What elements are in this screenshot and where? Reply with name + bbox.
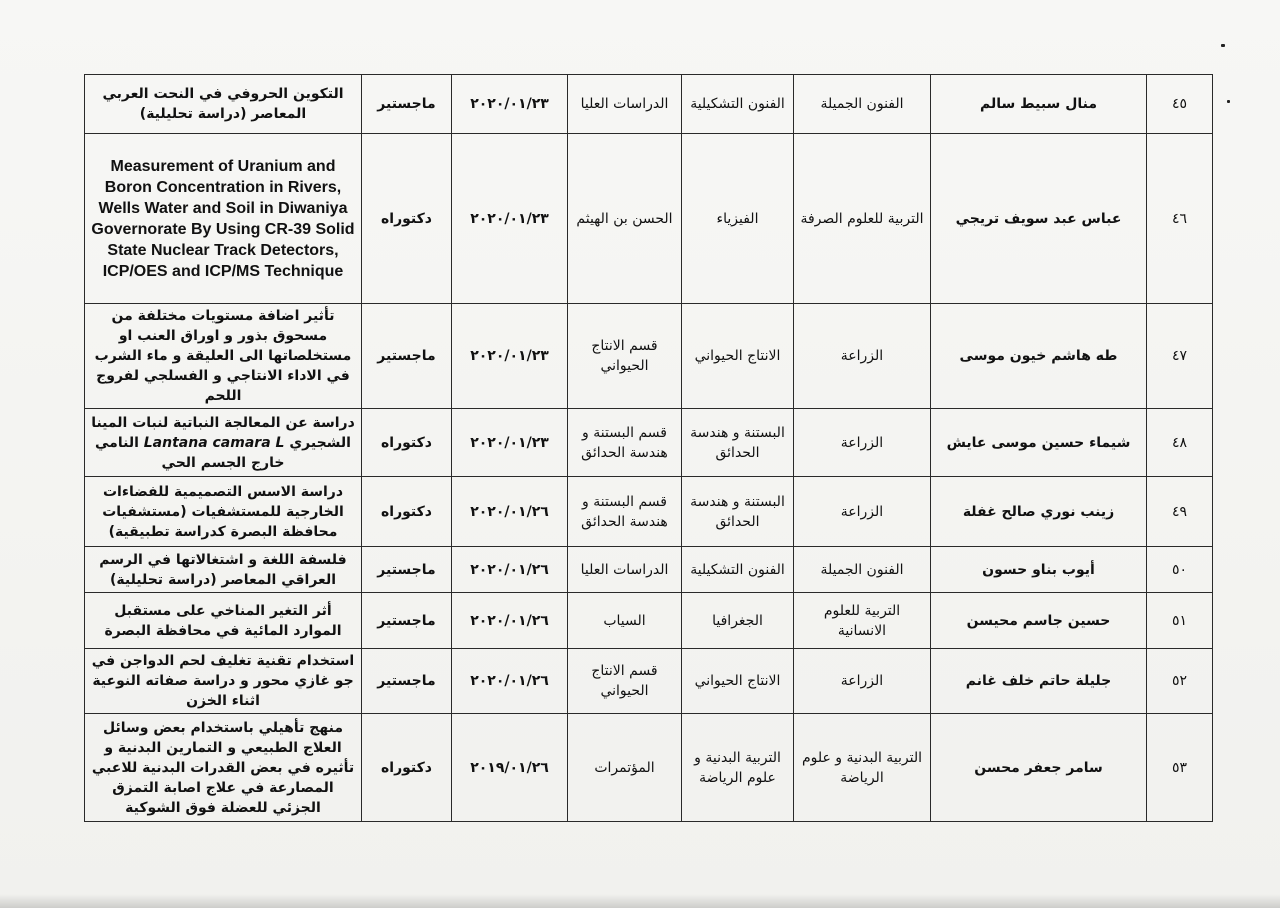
row-number: ٤٦ — [1147, 134, 1213, 304]
college: التربية للعلوم الصرفة — [794, 134, 931, 304]
defense-date: ٢٠٢٠/٠١/٢٣ — [452, 134, 568, 304]
row-number: ٥١ — [1147, 593, 1213, 649]
department: الانتاج الحيواني — [682, 649, 794, 714]
department: الفيزياء — [682, 134, 794, 304]
row-number: ٤٩ — [1147, 477, 1213, 547]
student-name: شيماء حسين موسى عايش — [931, 409, 1147, 477]
branch: قسم البستنة و هندسة الحدائق — [568, 409, 682, 477]
department: البستنة و هندسة الحدائق — [682, 477, 794, 547]
table-row — [85, 593, 1213, 649]
row-number: ٥٢ — [1147, 649, 1213, 714]
degree: ماجستير — [362, 75, 452, 134]
degree: دكتوراه — [362, 477, 452, 547]
degree: دكتوراه — [362, 714, 452, 822]
degree: ماجستير — [362, 547, 452, 593]
row-number: ٤٧ — [1147, 304, 1213, 409]
department: البستنة و هندسة الحدائق — [682, 409, 794, 477]
department: التربية البدنية و علوم الرياضة — [682, 714, 794, 822]
department: الفنون التشكيلية — [682, 547, 794, 593]
thesis-title: أثر التغير المناخي على مستقبل الموارد المائية في محافظة البصرة — [85, 593, 362, 649]
student-name: طه هاشم خيون موسى — [931, 304, 1147, 409]
branch: الدراسات العليا — [568, 547, 682, 593]
college: الزراعة — [794, 304, 931, 409]
defense-date: ٢٠٢٠/٠١/٢٣ — [452, 409, 568, 477]
student-name: جليلة حاتم خلف غانم — [931, 649, 1147, 714]
thesis-title: منهج تأهيلي باستخدام بعض وسائل العلاج الطبيعي و التمارين البدنية و تأثيره في بعض القدرات البدنية للاعبي المصارعة في علاج اصابة التمزق الجزئي للعضلة فوق الشوكية — [85, 714, 362, 822]
branch: السياب — [568, 593, 682, 649]
row-number: ٥٠ — [1147, 547, 1213, 593]
department: الانتاج الحيواني — [682, 304, 794, 409]
thesis-title: استخدام تقنية تغليف لحم الدواجن في جو غازي محور و دراسة صفاته النوعية اثناء الخزن — [85, 649, 362, 714]
latin-species-name: Lantana camara L — [143, 434, 285, 451]
table-row — [85, 477, 1213, 547]
degree: دكتوراه — [362, 134, 452, 304]
student-name: أيوب بناو حسون — [931, 547, 1147, 593]
records-table — [84, 74, 1213, 822]
college: الفنون الجميلة — [794, 75, 931, 134]
defense-date: ٢٠٢٠/٠١/٢٣ — [452, 75, 568, 134]
row-number: ٤٨ — [1147, 409, 1213, 477]
branch: قسم الانتاج الحيواني — [568, 304, 682, 409]
student-name: سامر جعفر محسن — [931, 714, 1147, 822]
thesis-title: دراسة الاسس التصميمية للفضاءات الخارجية للمستشفيات (مستشفيات محافظة البصرة كدراسة تطبيقية) — [85, 477, 362, 547]
thesis-title — [85, 409, 362, 477]
table-row — [85, 304, 1213, 409]
thesis-title-part: دراسة عن المعالجة النباتية لنبات المينا الشجيري — [91, 414, 355, 451]
table-row — [85, 547, 1213, 593]
table-row — [85, 75, 1213, 134]
college: الزراعة — [794, 649, 931, 714]
table-row — [85, 134, 1213, 304]
branch: قسم الانتاج الحيواني — [568, 649, 682, 714]
degree: ماجستير — [362, 649, 452, 714]
thesis-title-part: النامي خارج الجسم الحي — [95, 434, 285, 471]
student-name: عباس عبد سويف تريجي — [931, 134, 1147, 304]
defense-date: ٢٠٢٠/٠١/٢٦ — [452, 649, 568, 714]
branch: المؤتمرات — [568, 714, 682, 822]
defense-date: ٢٠٢٠/٠١/٢٦ — [452, 477, 568, 547]
student-name: منال سبيط سالم — [931, 75, 1147, 134]
defense-date: ٢٠٢٠/٠١/٢٣ — [452, 304, 568, 409]
degree: ماجستير — [362, 304, 452, 409]
row-number: ٥٣ — [1147, 714, 1213, 822]
thesis-title: فلسفة اللغة و اشتغالاتها في الرسم العراقي المعاصر (دراسة تحليلية) — [85, 547, 362, 593]
college: التربية البدنية و علوم الرياضة — [794, 714, 931, 822]
college: الفنون الجميلة — [794, 547, 931, 593]
thesis-title: التكوين الحروفي في النحت العربي المعاصر (دراسة تحليلية) — [85, 75, 362, 134]
college: الزراعة — [794, 409, 931, 477]
branch: الدراسات العليا — [568, 75, 682, 134]
department: الجغرافيا — [682, 593, 794, 649]
table-row — [85, 714, 1213, 822]
thesis-title: تأثير اضافة مستويات مختلفة من مسحوق بذور و اوراق العنب او مستخلصاتها الى العليقة و ماء الشرب في الاداء الانتاجي و الفسلجي لفروج اللحم — [85, 304, 362, 409]
student-name: زينب نوري صالح غفلة — [931, 477, 1147, 547]
defense-date: ٢٠١٩/٠١/٢٦ — [452, 714, 568, 822]
defense-date: ٢٠٢٠/٠١/٢٦ — [452, 593, 568, 649]
branch: قسم البستنة و هندسة الحدائق — [568, 477, 682, 547]
scan-speck — [1227, 100, 1230, 103]
thesis-title: Measurement of Uranium and Boron Concentration in Rivers, Wells Water and Soil in Diwaniya Governorate By Using CR-39 Solid State Nuclear Track Detectors, ICP/OES and ICP/MS Technique — [85, 134, 362, 304]
branch: الحسن بن الهيثم — [568, 134, 682, 304]
scan-speck — [1221, 44, 1225, 47]
row-number: ٤٥ — [1147, 75, 1213, 134]
college: الزراعة — [794, 477, 931, 547]
table-row — [85, 649, 1213, 714]
table-row — [85, 409, 1213, 477]
college: التربية للعلوم الانسانية — [794, 593, 931, 649]
degree: ماجستير — [362, 593, 452, 649]
degree: دكتوراه — [362, 409, 452, 477]
defense-date: ٢٠٢٠/٠١/٢٦ — [452, 547, 568, 593]
scan-bottom-edge — [0, 894, 1280, 908]
student-name: حسين جاسم محيسن — [931, 593, 1147, 649]
department: الفنون التشكيلية — [682, 75, 794, 134]
